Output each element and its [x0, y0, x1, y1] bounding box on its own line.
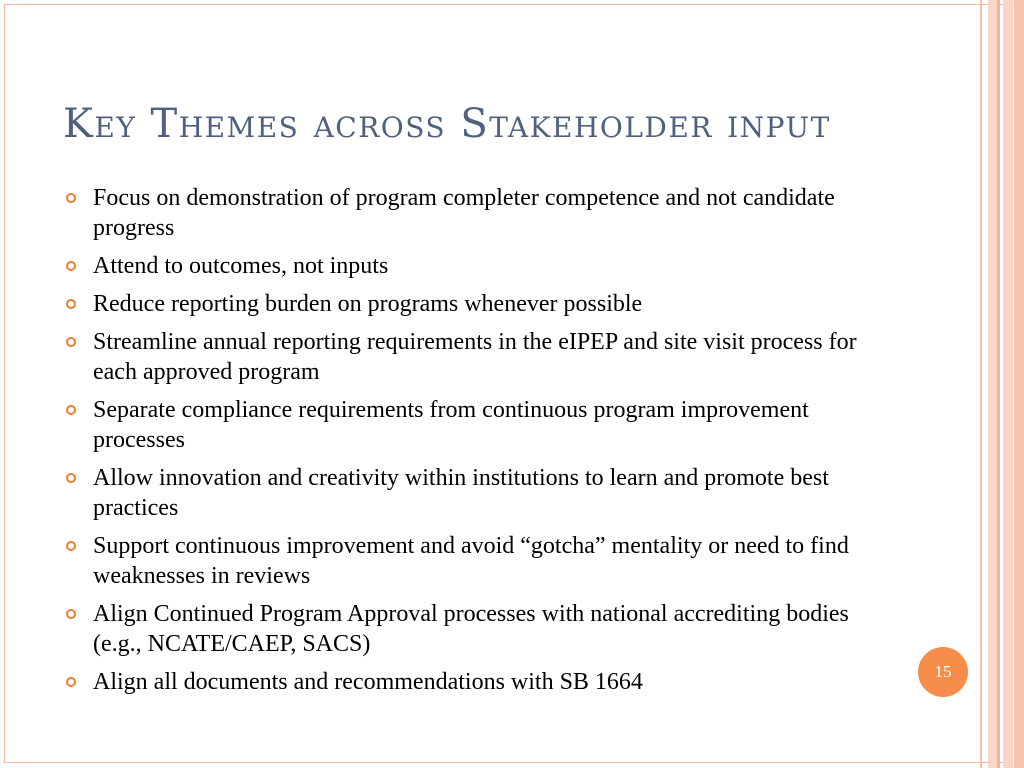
bullet-item — [63, 667, 883, 697]
bullet-circle-icon — [66, 337, 76, 347]
bullet-text: Align all documents and recommendations with SB 1664 — [93, 669, 643, 695]
bullet-item — [63, 251, 883, 281]
bullet-circle-icon — [66, 405, 76, 415]
bullet-item — [63, 531, 883, 591]
bullet-circle-icon — [66, 299, 76, 309]
bullet-item — [63, 599, 883, 659]
bullet-text: Attend to outcomes, not inputs — [93, 253, 389, 279]
bullet-text: Reduce reporting burden on programs whenever possible — [93, 291, 643, 317]
bullet-circle-icon — [66, 193, 76, 203]
bullet-item — [63, 183, 883, 243]
decorative-bar — [988, 0, 997, 768]
bullet-text: Separate compliance requirements from continuous program improvement processes — [93, 397, 809, 453]
page-number-badge: 15 — [918, 647, 968, 697]
decorative-bar — [997, 0, 1000, 768]
decorative-bar — [980, 0, 982, 768]
bullet-circle-icon — [66, 541, 76, 551]
bullet-circle-icon — [66, 677, 76, 687]
bullet-text: Streamline annual reporting requirements in the eIPEP and site visit process for each approved program — [93, 329, 857, 385]
bullet-text: Focus on demonstration of program completer competence and not candidate progress — [93, 185, 835, 241]
bullet-list — [63, 183, 883, 705]
bullet-circle-icon — [66, 609, 76, 619]
bullet-item — [63, 327, 883, 387]
bullet-text: Allow innovation and creativity within institutions to learn and promote best practices — [93, 465, 829, 521]
decorative-bar — [1003, 0, 1013, 768]
bullet-circle-icon — [66, 261, 76, 271]
bullet-text: Support continuous improvement and avoid “gotcha” mentality or need to find weaknesses in reviews — [93, 533, 849, 589]
bullet-text: Align Continued Program Approval processes with national accrediting bodies (e.g., NCATE/CAEP, SACS) — [93, 601, 849, 657]
bullet-item — [63, 395, 883, 455]
bullet-item — [63, 463, 883, 523]
bullet-circle-icon — [66, 473, 76, 483]
decorative-bar — [1014, 0, 1024, 768]
bullet-item — [63, 289, 883, 319]
slide-title: Key Themes across Stakeholder input — [63, 101, 831, 147]
